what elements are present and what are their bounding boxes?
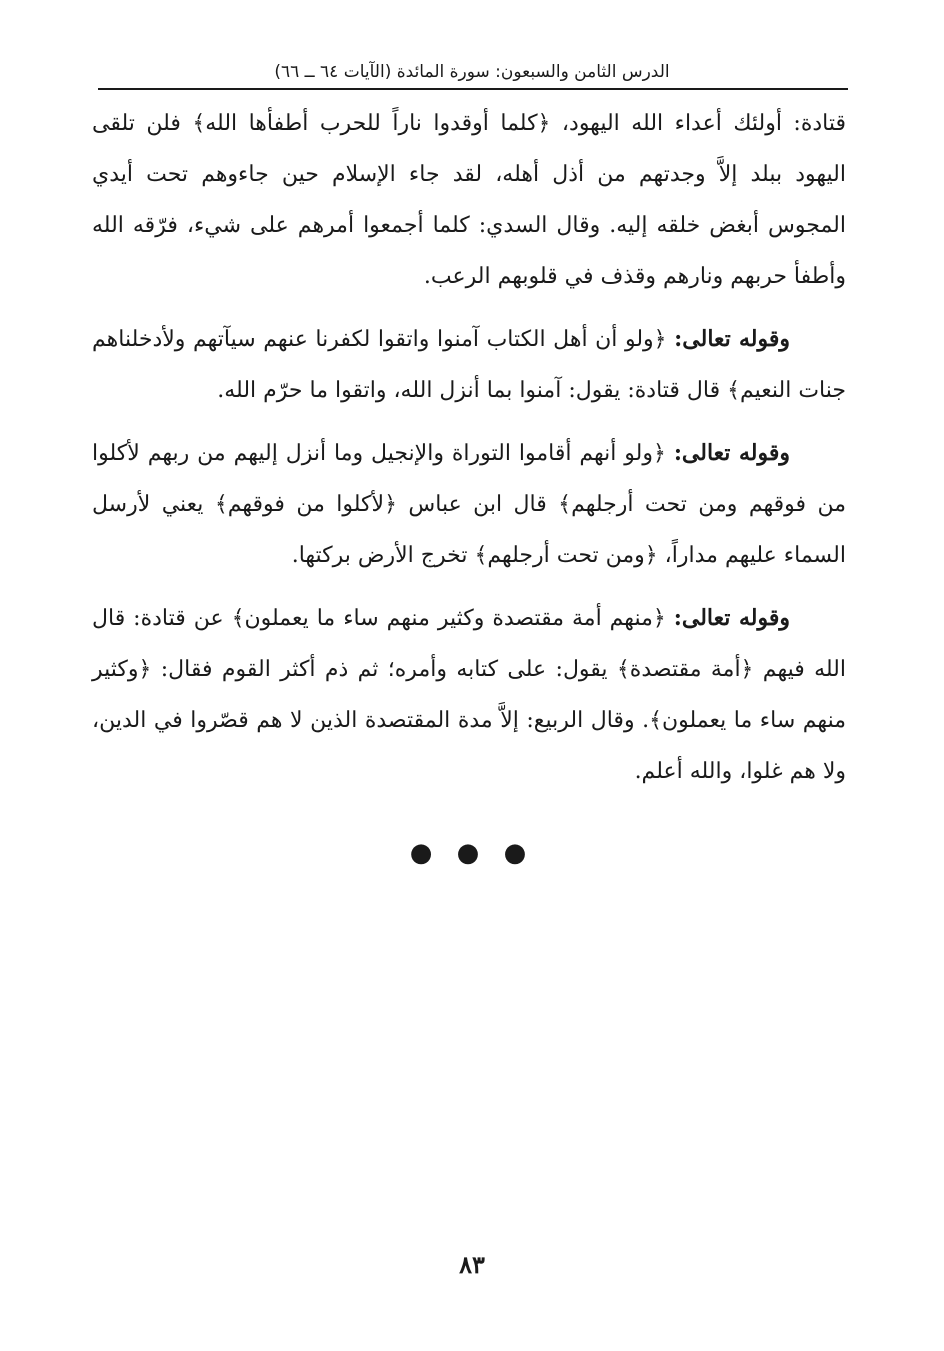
paragraph-4-text: ﴿منهم أمة مقتصدة وكثير منهم ساء ما يعملون﴾ عن قتادة: قال الله فيهم ﴿أمة مقتصدة﴾ يقول: على كتابه وأمره؛ ثم ذم أكثر القوم فقال: ﴿وكثير منهم ساء ما يعملون﴾. وقال الربيع: إلاَّ مدة المقتصدة الذين لا هم قصّروا في الدين، ولا هم غلوا، والله أعلم. [92,606,846,784]
running-header: الدرس الثامن والسبعون: سورة المائدة (الآيات ٦٤ ــ ٦٦) [274,62,670,82]
paragraph-4 [92,593,846,797]
body-text [92,98,846,809]
paragraph-3-text: ﴿ولو أنهم أقاموا التوراة والإنجيل وما أنزل إليهم من ربهم لأكلوا من فوقهم ومن تحت أرجلهم﴾ قال ابن عباس ﴿لأكلوا من فوقهم﴾ يعني لأرسل السماء عليهم مداراً، ﴿ومن تحت أرجلهم﴾ تخرج الأرض بركتها. [92,441,846,568]
paragraph-2-lead: وقوله تعالى: [674,326,791,352]
paragraph-2-text: ﴿ولو أن أهل الكتاب آمنوا واتقوا لكفرنا عنهم سيآتهم ولأدخلناهم جنات النعيم﴾ قال قتادة: يقول: آمنوا بما أنزل الله، واتقوا ما حرّم الله. [92,327,846,403]
paragraph-3 [92,428,846,581]
paragraph-4-lead: وقوله تعالى: [673,605,790,631]
page-number: ٨٣ [459,1250,485,1279]
paragraph-3-lead: وقوله تعالى: [673,440,790,466]
section-separator: ● ● ● [409,838,535,868]
paragraph-2 [92,314,846,416]
header-rule [98,88,848,90]
paragraph-1-text: قتادة: أولئك أعداء الله اليهود، ﴿كلما أوقدوا ناراً للحرب أطفأها الله﴾ فلن تلقى اليهود ببلد إلاَّ وجدتهم من أذل أهله، لقد جاء الإسلام حين جاءوهم تحت أيدي المجوس أبغض خلقه إليه. وقال السدي: كلما أجمعوا أمرهم على شيء، فرّقه الله وأطفأ حربهم ونارهم وقذف في قلوبهم الرعب. [92,111,846,289]
paragraph-1 [92,98,846,302]
